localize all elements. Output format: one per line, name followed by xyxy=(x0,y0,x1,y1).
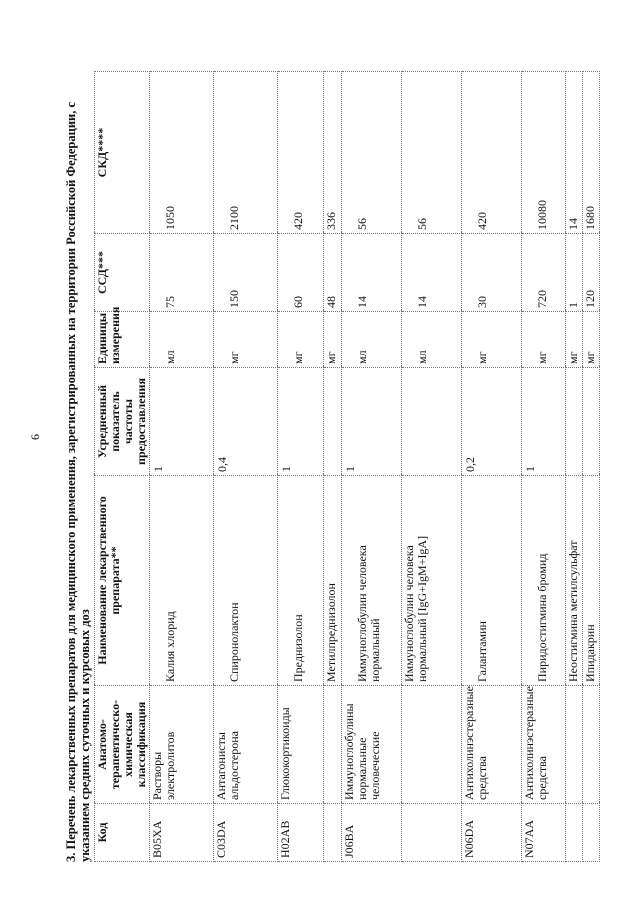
cell-unit: мг xyxy=(278,312,324,368)
header-freq: Усредненный показатель частоты предоставления xyxy=(95,368,150,476)
cell-unit: мг xyxy=(324,312,342,368)
cell-unit: мг xyxy=(462,312,522,368)
cell-code xyxy=(402,804,462,862)
document-title: 3. Перечень лекарственных препаратов для медицинского применения, зарегистрированных на территории Российской Федерации, с указанием средних суточных и курсовых доз xyxy=(64,101,92,862)
cell-name: Пиридостигмина бромид xyxy=(522,476,566,686)
table-row xyxy=(402,72,462,862)
cell-freq: 0,4 xyxy=(214,368,278,476)
cell-name: Ипидакрин xyxy=(583,476,600,686)
cell-code: N07AA xyxy=(522,804,566,862)
cell-name: Иммуноглобулин человека нормальный xyxy=(342,476,402,686)
cell-code xyxy=(324,804,342,862)
cell-code: B05XA xyxy=(150,804,214,862)
table-row xyxy=(583,72,600,862)
header-name: Наименование лекарственного препарата** xyxy=(95,476,150,686)
cell-name: Иммуноглобулин человека нормальный [IgG+IgM+IgA] xyxy=(402,476,462,686)
cell-ssd: 150 xyxy=(214,234,278,312)
cell-name: Неостигмина метилсульфат xyxy=(566,476,583,686)
cell-skd: 10080 xyxy=(522,72,566,234)
cell-name: Галантамин xyxy=(462,476,522,686)
cell-skd: 56 xyxy=(342,72,402,234)
cell-atc: Антагонисты альдостерона xyxy=(214,686,278,804)
cell-unit: мг xyxy=(583,312,600,368)
header-code: Код xyxy=(95,804,150,862)
cell-atc: Антихолинэстеразные средства xyxy=(522,686,566,804)
cell-ssd: 30 xyxy=(462,234,522,312)
cell-atc: Иммуноглобулины нормальные человеческие xyxy=(342,686,402,804)
header-unit: Единицы измерения xyxy=(95,312,150,368)
cell-code: H02AB xyxy=(278,804,324,862)
table-row xyxy=(342,72,402,862)
cell-freq: 0,2 xyxy=(462,368,522,476)
cell-code: C03DA xyxy=(214,804,278,862)
table-header-row xyxy=(95,72,150,862)
cell-code xyxy=(566,804,583,862)
table-row xyxy=(462,72,522,862)
cell-ssd: 48 xyxy=(324,234,342,312)
table-row xyxy=(150,72,214,862)
cell-skd: 2100 xyxy=(214,72,278,234)
cell-name: Метилпреднизолон xyxy=(324,476,342,686)
table-row xyxy=(214,72,278,862)
table-row xyxy=(566,72,583,862)
cell-name: Спиронолактон xyxy=(214,476,278,686)
table-row xyxy=(324,72,342,862)
cell-skd: 420 xyxy=(278,72,324,234)
cell-unit: мг xyxy=(566,312,583,368)
header-ssd: ССД*** xyxy=(95,234,150,312)
cell-atc xyxy=(566,686,583,804)
cell-freq xyxy=(324,368,342,476)
cell-freq xyxy=(402,368,462,476)
cell-ssd: 14 xyxy=(402,234,462,312)
table-row xyxy=(278,72,324,862)
cell-atc xyxy=(402,686,462,804)
cell-atc xyxy=(583,686,600,804)
cell-atc: Глюкокортикоиды xyxy=(278,686,324,804)
document-rotated-canvas xyxy=(64,72,634,862)
cell-unit: мл xyxy=(150,312,214,368)
cell-freq: 1 xyxy=(522,368,566,476)
cell-name: Преднизолон xyxy=(278,476,324,686)
cell-freq: 1 xyxy=(278,368,324,476)
cell-code: N06DA xyxy=(462,804,522,862)
cell-ssd: 1 xyxy=(566,234,583,312)
cell-skd: 56 xyxy=(402,72,462,234)
header-atc: Анатомо-терапевтическо-химическая классификация xyxy=(95,686,150,804)
cell-code xyxy=(583,804,600,862)
cell-ssd: 14 xyxy=(342,234,402,312)
cell-atc: Антихолинэстеразные средства xyxy=(462,686,522,804)
cell-freq: 1 xyxy=(150,368,214,476)
cell-skd: 14 xyxy=(566,72,583,234)
cell-unit: мл xyxy=(342,312,402,368)
page-number: 6 xyxy=(28,434,42,440)
cell-freq xyxy=(583,368,600,476)
cell-unit: мг xyxy=(522,312,566,368)
medications-table xyxy=(94,71,600,862)
cell-unit: мг xyxy=(214,312,278,368)
table-row xyxy=(522,72,566,862)
cell-ssd: 120 xyxy=(583,234,600,312)
cell-ssd: 60 xyxy=(278,234,324,312)
cell-freq: 1 xyxy=(342,368,402,476)
cell-skd: 1680 xyxy=(583,72,600,234)
cell-skd: 420 xyxy=(462,72,522,234)
cell-ssd: 75 xyxy=(150,234,214,312)
cell-atc xyxy=(324,686,342,804)
cell-freq xyxy=(566,368,583,476)
cell-skd: 1050 xyxy=(150,72,214,234)
cell-name: Калия хлорид xyxy=(150,476,214,686)
cell-atc: Растворы электролитов xyxy=(150,686,214,804)
header-skd: СКД**** xyxy=(95,72,150,234)
cell-skd: 336 xyxy=(324,72,342,234)
cell-ssd: 720 xyxy=(522,234,566,312)
cell-unit: мл xyxy=(402,312,462,368)
cell-code: J06BA xyxy=(342,804,402,862)
